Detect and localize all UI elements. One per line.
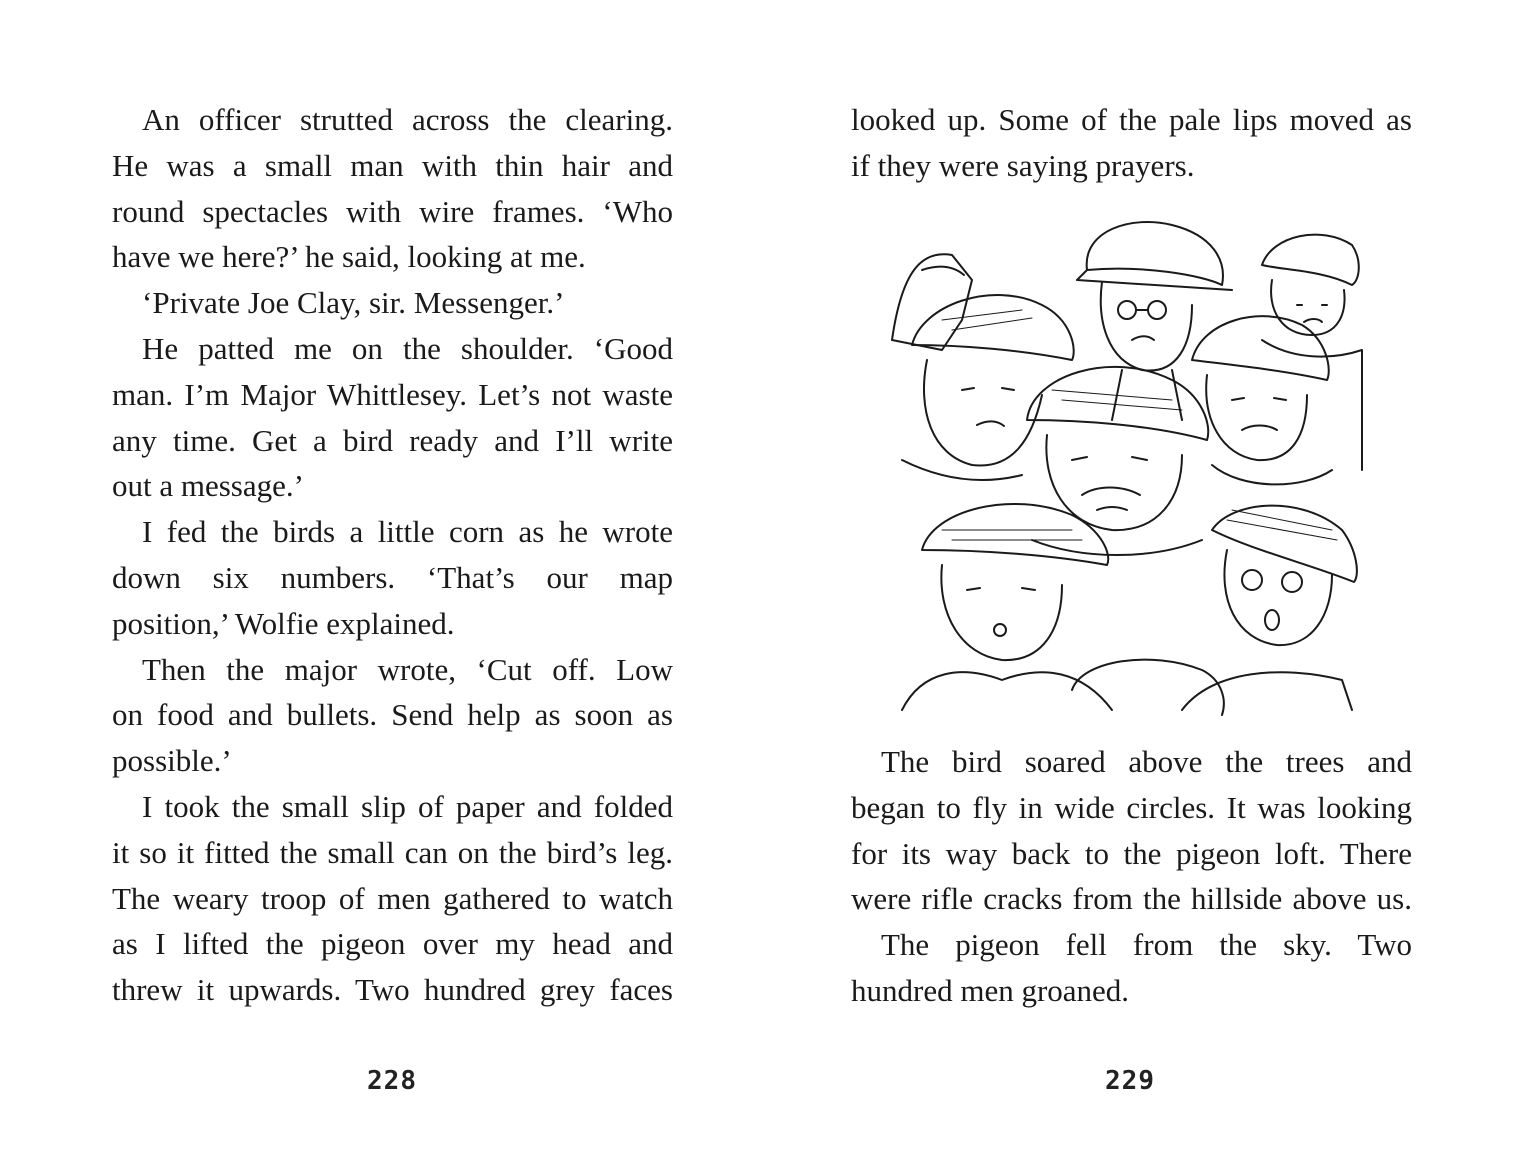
text-line: began to fly in wide circles. It was looking (851, 789, 1412, 825)
text-line: looked up. Some of the pale lips moved as (851, 102, 1412, 137)
text-line: The pigeon fell from the sky. Two (881, 927, 1412, 963)
text-line: threw it upwards. Two hundred grey faces (112, 972, 673, 1008)
text-line: man. I’m Major Whittlesey. Let’s not waste (112, 376, 673, 412)
text-line: hundred men groaned. (851, 972, 1130, 1008)
page-number: 228 (367, 1066, 417, 1096)
text-line: He patted me on the shoulder. ‘Good (142, 330, 673, 366)
text-line: any time. Get a bird ready and I’ll write (112, 422, 673, 458)
text-line: possible.’ (112, 743, 232, 779)
text-line: it so it fitted the small can on the bird’s leg. (112, 834, 673, 870)
text-line: I took the small slip of paper and folded (142, 788, 673, 824)
soldiers-illustration (882, 210, 1364, 720)
text-line: on food and bullets. Send help as soon as (112, 697, 673, 733)
right-page-body-top (851, 97, 1412, 189)
text-line: round spectacles with wire frames. ‘Who (112, 193, 673, 229)
right-page (762, 0, 1524, 1170)
text-line: position,’ Wolfie explained. (112, 605, 455, 641)
text-line: as I lifted the pigeon over my head and (112, 926, 673, 962)
left-page-body (112, 97, 673, 1013)
text-line: Then the major wrote, ‘Cut off. Low (142, 651, 673, 687)
page-number: 229 (1105, 1066, 1155, 1096)
text-line: ‘Private Joe Clay, sir. Messenger.’ (142, 285, 565, 321)
text-line: have we here?’ he said, looking at me. (112, 239, 586, 275)
text-line: The weary troop of men gathered to watch (112, 880, 673, 916)
right-page-body-bottom (851, 739, 1412, 1014)
text-line: down six numbers. ‘That’s our map (112, 559, 673, 595)
text-line: if they were saying prayers. (851, 147, 1195, 183)
text-line: He was a small man with thin hair and (112, 147, 673, 183)
text-line: I fed the birds a little corn as he wrote (142, 514, 673, 550)
text-line: The bird soared above the trees and (881, 744, 1412, 779)
text-line: for its way back to the pigeon loft. There (851, 835, 1412, 871)
text-line: An officer strutted across the clearing. (142, 102, 673, 137)
text-line: were rifle cracks from the hillside above us. (851, 881, 1412, 917)
text-line: out a message.’ (112, 468, 304, 504)
